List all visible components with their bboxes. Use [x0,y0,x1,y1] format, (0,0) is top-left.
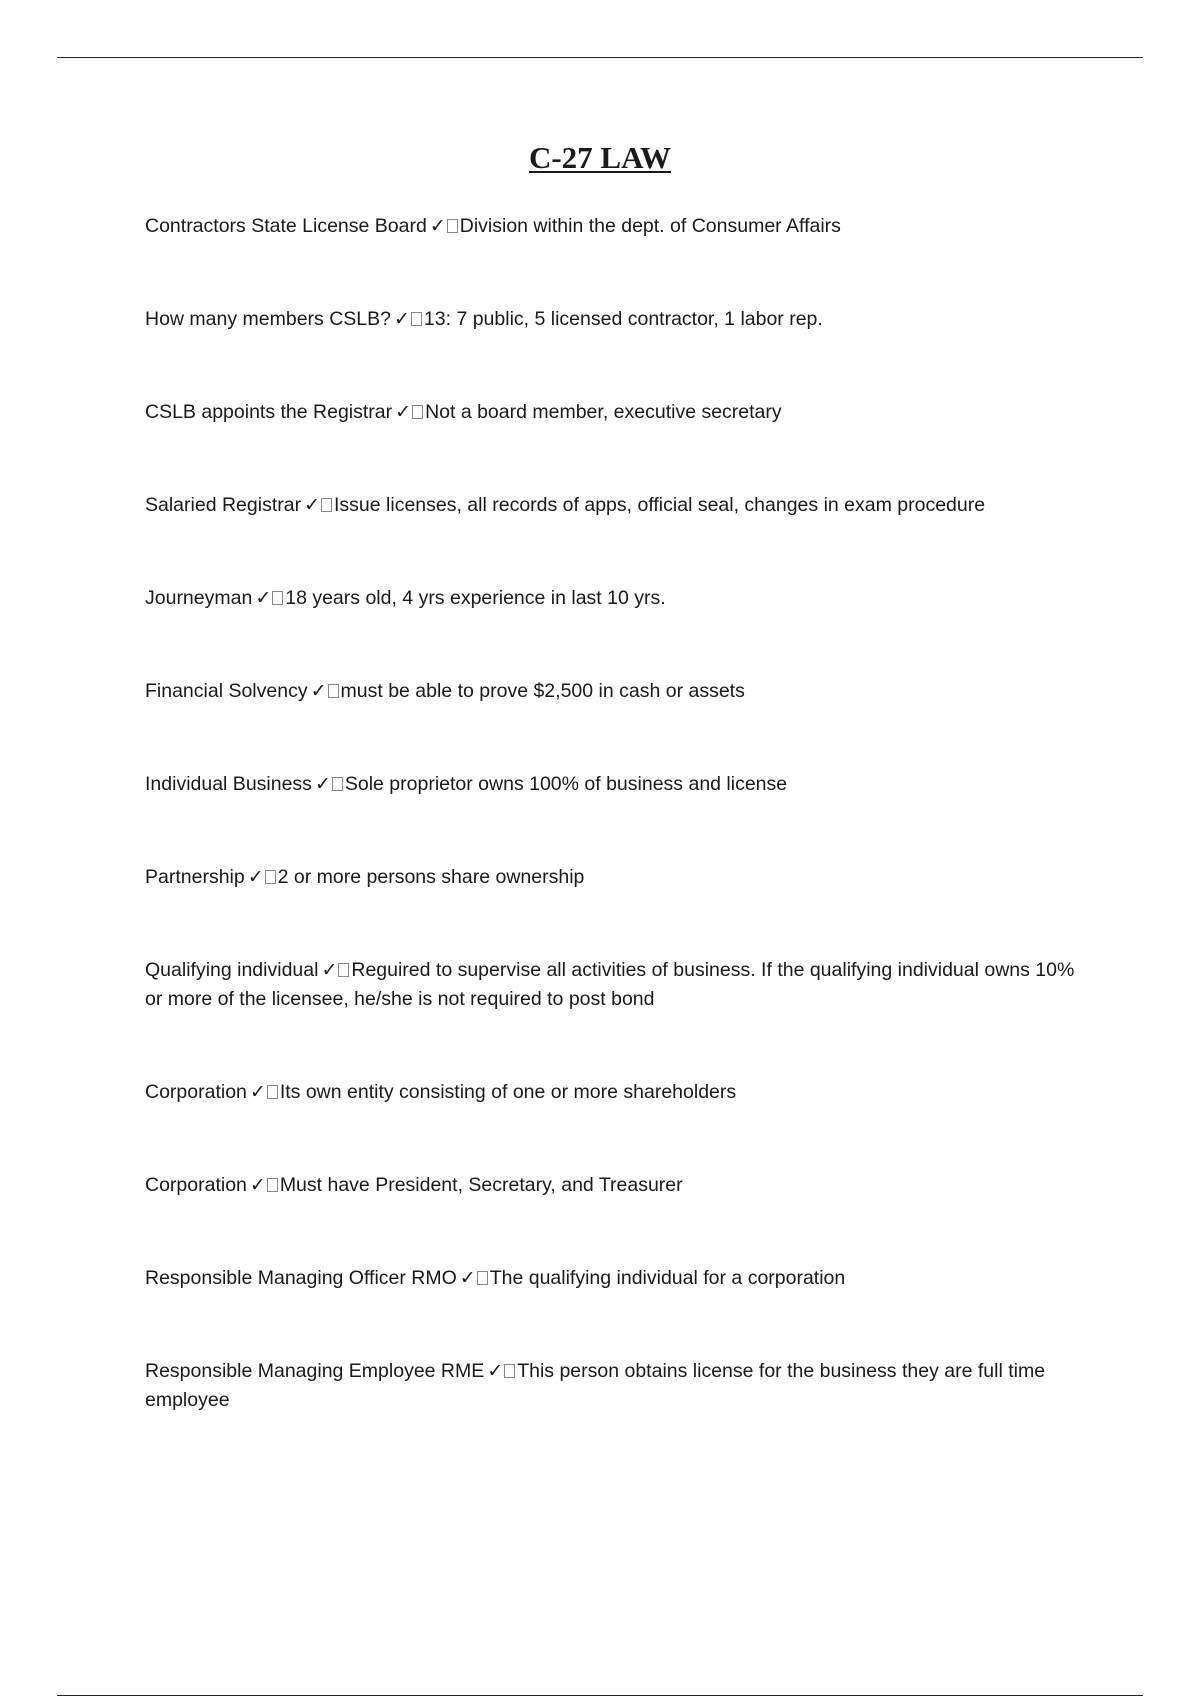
entry-definition: This person obtains license for the business they are full time employee [145,1360,1046,1411]
entry-definition: Reguired to supervise all activities of business. If the qualifying individual owns 10% or more of the licensee, he/she is not required to post bond [145,959,1075,1010]
missing-glyph-box-icon [338,963,349,977]
list-item [145,212,1090,241]
entry-term: Financial Solvency [145,680,308,702]
missing-glyph-box-icon [411,312,422,326]
entry-term: Qualifying individual [145,959,319,981]
entry-definition: must be able to prove $2,500 in cash or assets [340,680,745,702]
list-item [145,491,1090,520]
check-mark-icon: ✓ [487,1360,504,1382]
list-item [145,956,1090,1014]
top-rule [57,57,1143,58]
entry-definition: Sole proprietor owns 100% of business and license [344,773,788,795]
list-item [145,398,1090,427]
check-mark-icon: ✓ [310,680,327,702]
list-item [145,863,1090,892]
missing-glyph-box-icon [265,870,276,884]
list-item [145,305,1090,334]
missing-glyph-box-icon [321,498,332,512]
bottom-rule [57,1695,1143,1696]
entry-term: Partnership [145,866,245,888]
check-mark-icon: ✓ [249,1174,266,1196]
entry-term: CSLB appoints the Registrar [145,401,393,423]
missing-glyph-box-icon [267,1178,278,1192]
entry-list [145,212,1090,1479]
check-mark-icon: ✓ [255,587,272,609]
check-mark-icon: ✓ [321,959,338,981]
check-mark-icon: ✓ [247,866,264,888]
entry-term: Journeyman [145,587,253,609]
check-mark-icon: ✓ [314,773,331,795]
list-item [145,1078,1090,1107]
check-mark-icon: ✓ [249,1081,266,1103]
list-item [145,1357,1090,1415]
entry-definition: Must have President, Secretary, and Treasurer [279,1174,683,1196]
missing-glyph-box-icon [267,1085,278,1099]
missing-glyph-box-icon [328,684,339,698]
missing-glyph-box-icon [412,405,423,419]
entry-definition: 13: 7 public, 5 licensed contractor, 1 labor rep. [423,308,823,330]
list-item [145,584,1090,613]
entry-term: Contractors State License Board [145,215,427,237]
entry-term: Responsible Managing Officer RMO [145,1267,457,1289]
missing-glyph-box-icon [504,1364,515,1378]
document-title: C-27 LAW [528,140,672,175]
list-item [145,1264,1090,1293]
entry-definition: Issue licenses, all records of apps, official seal, changes in exam procedure [334,494,986,516]
missing-glyph-box-icon [477,1271,488,1285]
list-item [145,1171,1090,1200]
entry-definition: Its own entity consisting of one or more shareholders [279,1081,737,1103]
list-item [145,677,1090,706]
entry-term: Individual Business [145,773,312,795]
entry-term: How many members CSLB? [145,308,391,330]
list-item [145,770,1090,799]
entry-definition: Division within the dept. of Consumer Affairs [459,215,841,237]
entry-term: Responsible Managing Employee RME [145,1360,485,1382]
entry-definition: 18 years old, 4 yrs experience in last 10 yrs. [285,587,666,609]
missing-glyph-box-icon [332,777,343,791]
check-mark-icon: ✓ [395,401,412,423]
entry-definition: Not a board member, executive secretary [425,401,782,423]
check-mark-icon: ✓ [459,1267,476,1289]
entry-term: Salaried Registrar [145,494,302,516]
check-mark-icon: ✓ [394,308,410,330]
entry-definition: 2 or more persons share ownership [277,866,585,888]
missing-glyph-box-icon [272,591,283,605]
entry-term: Corporation [145,1174,247,1196]
check-mark-icon: ✓ [304,494,320,516]
entry-term: Corporation [145,1081,247,1103]
missing-glyph-box-icon [447,219,458,233]
entry-definition: The qualifying individual for a corporation [489,1267,846,1289]
check-mark-icon: ✓ [429,215,446,237]
